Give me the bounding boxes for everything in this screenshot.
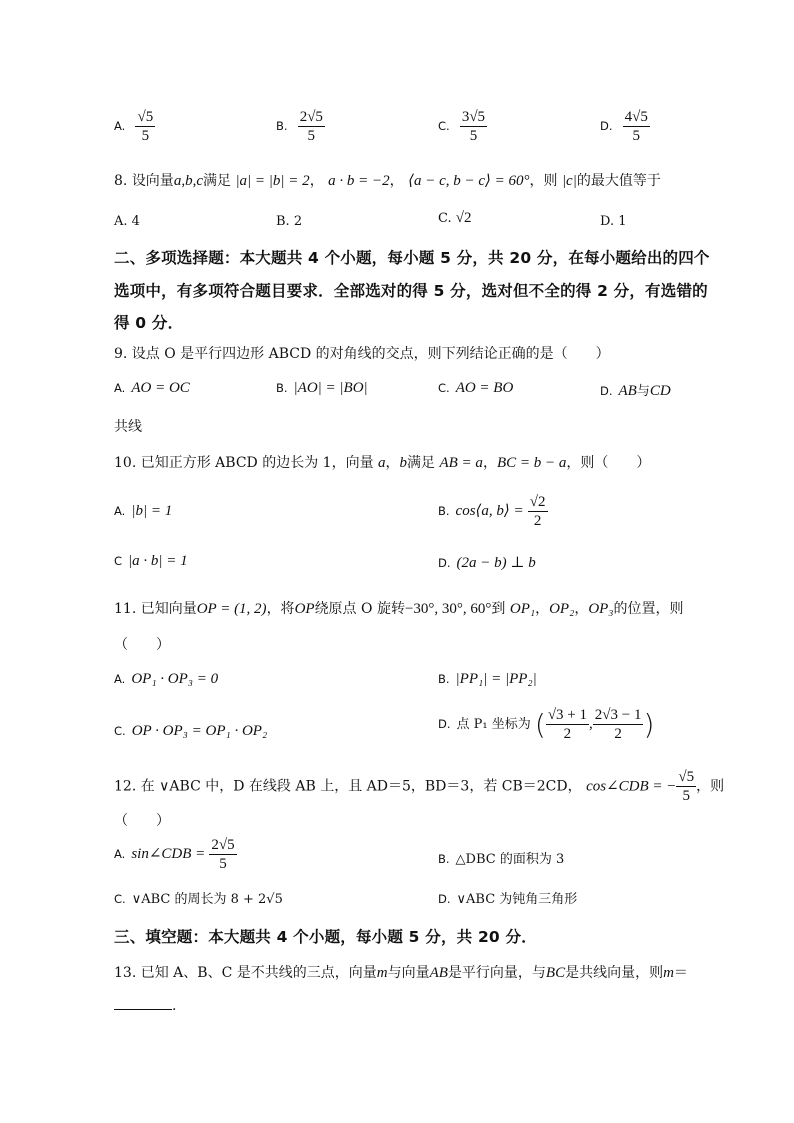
option-label: A. [114,119,126,133]
frac-num: 2√5 [299,109,323,125]
q10-text: ，则（ ） [566,455,651,471]
q8-vars: a,b,c [173,173,203,189]
frac-den: 5 [219,856,227,872]
q12-paren: （ ） [114,813,170,829]
question-number: 8. [114,173,128,189]
q10-stem: 10. 已知正方形 ABCD 的边长为 1，向量 a，b满足 AB = a，BC = b − a，则（ ） [114,455,651,471]
q8-option-a: A. 4 [114,214,140,229]
frac-num: √2 [529,494,546,510]
option-label: A. [114,381,126,395]
q8-condition-2: a · b = −2 [328,173,390,189]
section-heading: 得 0 分． [114,314,184,332]
q13-vector: BC [545,965,566,981]
q11-option-b [438,671,537,688]
q8-condition-1: |a| = |b| = 2 [235,173,310,189]
frac-den: 2 [563,726,572,742]
q8-option-c [438,210,472,227]
q13-stem [114,962,688,982]
option-label: C [114,554,123,568]
option-label: B. [276,119,288,133]
option-value: |PP₁| = |PP₂| [455,671,537,687]
q9-option-b [276,380,368,397]
option-label: A. [114,672,126,686]
q13-end: . [172,998,177,1014]
frac-num: √5 [678,769,695,785]
q7-option-c [438,108,487,145]
q11-text: 绕原点 O 旋转 [314,601,405,617]
option-label: D. [438,556,451,570]
q13-answer-blank[interactable] [114,998,176,1014]
frac-num: 4√5 [624,109,648,125]
q7-option-a [114,108,155,145]
q12-option-b [438,848,564,867]
q12-option-d [438,888,577,907]
option-label: A. [114,504,126,518]
q11-option-a [114,671,218,688]
q11-stem: 11. 已知向量OP = (1, 2)，将OP绕原点 O 旋转−30°, 30°, 60°到 OP₁，OP₂，OP₃的位置，则 [114,601,684,617]
q11-text: ，将 [266,601,295,617]
frac-num: √3 + 1 [547,707,588,723]
q7-option-b [276,108,325,145]
q8-option-b: B. 2 [276,214,303,229]
q13-text: 13. 已知 A、B、C 是不共线的三点，向量 [114,965,377,981]
option-label: D. [438,892,451,906]
q10-option-b [438,493,548,530]
option-value: |b| = 1 [131,503,173,519]
q8-text: 设向量 [131,173,174,189]
q11-option-d: D. 点 P₁ 坐标为 ( $\frac{√3 + 1}{2}$ , $\frac{2√3 - 1}{2}$ ) [438,707,655,742]
q12-stem [114,768,724,805]
q13-text: 是共线向量，则 [565,965,664,981]
option-label: C. [438,211,452,226]
option-label: C. [438,119,450,133]
frac-num: 2√5 [211,837,235,853]
q12-cos: cos∠CDB = − [586,778,677,795]
frac-den: 2 [533,513,542,529]
frac-den: 5 [307,128,316,144]
option-value: OP · OP₃ = OP₁ · OP₂ [131,723,268,739]
option-text: 与 [636,384,650,399]
option-value: CD [649,383,671,399]
q12-option-c [114,888,283,907]
q8-condition-3: ⟨a − c, b − c⟩ = 60° [408,173,530,189]
q13-vector: AB [429,965,448,981]
frac-den: 5 [469,128,478,144]
option-label: D. [600,119,613,133]
q11-angles: −30°, 30°, 60° [404,601,492,617]
q8-text: 满足 [202,173,231,189]
frac-den: 5 [141,128,150,144]
option-value: ∨ABC 的周长为 8 + 2√5 [131,892,283,907]
q13-text: 是平行向量，与 [447,965,546,981]
frac-den: 2 [614,726,622,742]
option-label: B. [276,381,288,395]
q9-option-d [600,380,671,400]
option-value: √2 [455,210,472,226]
q12-option-a [114,836,237,873]
q11-text: 11. 已知向量 [114,601,197,617]
option-label: C. [114,892,126,906]
q12-text: ，则 [696,778,725,795]
q10-text: 10. 已知正方形 ABCD 的边长为 1，向量 [114,455,374,471]
q10-option-c [114,553,188,570]
q13-vector: m [376,965,388,981]
q9-tail: 共线 [114,419,142,435]
option-label: A. [114,847,126,861]
q13-text: 与向量 [387,965,430,981]
option-value: AO = BO [455,380,514,396]
q7-option-d [600,108,650,145]
q8-text: 的最大值等于 [576,173,661,189]
option-label: C. [438,381,450,395]
q13-text: ＝ [673,965,688,981]
option-label: B. [438,504,450,518]
q12-text: 12. 在 ∨ABC 中，D 在线段 AB 上，且 AD＝5，BD＝3，若 CB＝2CD， [114,778,582,795]
q11-vector: OP = (1, 2) [196,601,267,617]
frac-num: 2√3 − 1 [594,707,642,723]
option-value: AO = OC [131,380,190,396]
q11-text: 到 [491,601,506,617]
q9-option-c [438,380,513,397]
option-label: B. [438,852,450,866]
frac-num: √5 [137,109,154,125]
q8-text: ，则 [529,173,558,189]
frac-den: 5 [632,128,641,144]
option-value: △DBC 的面积为 3 [455,852,565,867]
option-value: AB [618,383,637,399]
option-text: 点 P₁ 坐标为 [456,717,531,732]
frac-den: 5 [682,788,690,804]
option-value: ∨ABC 为钝角三角形 [456,892,578,907]
option-value: |AO| = |BO| [293,380,368,396]
q9-option-a [114,380,190,397]
q11-text: 的位置，则 [613,601,684,617]
option-value: (2a − b) ⊥ b [456,555,536,571]
option-label: B. [438,672,450,686]
q13-vector: m [663,965,674,981]
q8-stem: 8. 设向量a,b,c满足 |a| = |b| = 2， a · b = −2， ⟨a − c, b − c⟩ = 60°，则 |c|的最大值等于 [114,173,661,189]
q10-option-a [114,503,172,520]
q11-option-c [114,723,267,740]
option-label: D. [438,717,451,731]
section-heading: 二、多项选择题：本大题共 4 个小题，每小题 5 分，共 20 分，在每小题给出的四个 [114,249,710,267]
q10-option-d [438,553,536,572]
q8-option-d: D. 1 [600,214,627,229]
option-value: OP₁ · OP₃ = 0 [131,671,219,687]
q10-text: 满足 [407,455,436,471]
answer-blank[interactable] [114,1009,172,1010]
section-heading: 选项中，有多项符合题目要求．全部选对的得 5 分，选对但不全的得 2 分，有选错的 [114,282,708,300]
section-heading: 三、填空题：本大题共 4 个小题，每小题 5 分，共 20 分． [114,928,537,946]
option-label: D. [600,384,613,398]
option-value: sin∠CDB = [131,846,206,862]
frac-num: 3√5 [461,109,486,125]
q11-paren: （ ） [114,637,170,653]
option-value: cos⟨a, b⟩ = [455,503,524,519]
option-label: C. [114,724,126,738]
q9-stem: 9. 设点 O 是平行四边形 ABCD 的对角线的交点，则下列结论正确的是（ ） [114,346,610,362]
option-value: |a · b| = 1 [128,553,188,569]
